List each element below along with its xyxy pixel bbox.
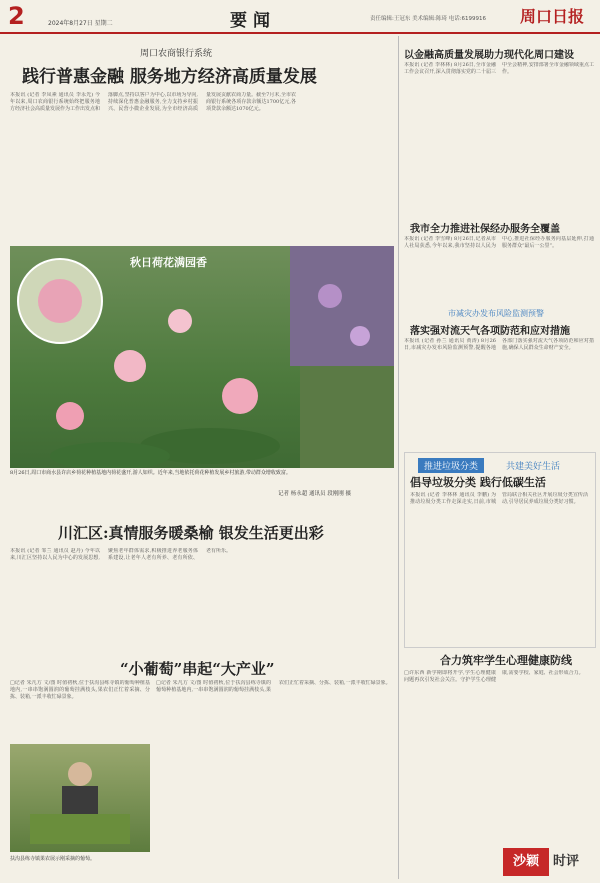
social-security-body: 本报讯 (记者 李雪峰) 8月26日,记者从市人社局获悉,今年以来,我市坚持以人民为中心,推进社保经办服务向基层延伸,打通服务群众“最后一公里”。 <box>404 236 594 249</box>
commentary-corner <box>503 848 593 876</box>
disaster-headline: 落实强对流天气各项防范和应对措施 <box>410 326 570 337</box>
bank-kicker: 周口农商银行系统 <box>140 49 213 59</box>
grape-body-right: □记者 朱凡方 文/图 时值初秋,位于扶沟县练寺镇的葡萄种植基地内,一串串饱满圆润的葡萄挂满枝头,果农们正忙着采摘、分拣、装箱,一派丰收忙碌景象。 <box>156 680 391 693</box>
editor-line: 责任编辑:王冠东 美术编辑:陈琦 电话:6199916 <box>370 16 487 22</box>
bank-body: 本报讯 (记者 李凤素 通讯员 李永光) 今年以来,周口农商银行系统始终把服务地方经济社会高质量发展作为工作出发点和落脚点,坚持以客户为中心,以市场为导向,持续深化普惠金融服务,全力支持乡村振兴、民营小微企业发展,为全市经济高质量发展贡献农商力量。截至7月末,全市农商银行系统各项存款余额达1700亿元,各项贷款余额达1070亿元。 <box>10 92 296 112</box>
grape-caption: 扶沟县练寺镇果农展示刚采摘的葡萄。 <box>10 856 96 862</box>
commentary-label-text: 时评 <box>553 854 580 869</box>
garbage-headline: 倡导垃圾分类 践行低碳生活 <box>410 476 546 489</box>
date-line: 2024年8月27日 星期二 <box>48 20 113 27</box>
mental-health-headline: 合力筑牢学生心理健康防线 <box>440 654 572 667</box>
chuanhui-body: 本报讯 (记者 邹兰 通讯员 赵丹) 今年以来,川汇区坚持以人民为中心的发展思想,聚焦老年群体需求,积极推进养老服务体系建设,让老年人老有所养、老有所依、老有所乐。 <box>10 548 232 561</box>
grape-photo <box>10 744 150 852</box>
newspaper-logo: 周口日报 <box>520 7 585 26</box>
page-number: 2 <box>8 2 25 30</box>
chuanhui-headline: 川汇区:真情服务暖桑榆 银发生活更出彩 <box>58 524 324 542</box>
lotus-illustration <box>10 246 394 468</box>
section-title: 要闻 <box>230 11 276 31</box>
lotus-overlay-title: 秋日荷花满园香 <box>130 256 207 269</box>
page-header <box>0 0 600 34</box>
grape-body-left: □记者 朱凡方 文/图 时值初秋,位于扶沟县练寺镇的葡萄种植基地内,一串串饱满圆润的葡萄挂满枝头,果农们正忙着采摘、分拣、装箱,一派丰收忙碌景象。 <box>10 680 150 700</box>
finance-headline: 以金融高质量发展助力现代化周口建设 <box>404 50 574 61</box>
grape-illustration <box>10 744 150 852</box>
mental-health-body: □许东西 新学期即将开学,学生心理健康问题再次引发社会关注。守护学生心理健康,需要学校、家庭、社会形成合力。 <box>404 670 584 683</box>
lotus-photo <box>10 246 394 468</box>
finance-body: 本报讯 (记者 李林林) 8月26日,全市金融工作会议召开,深入贯彻落实党的二十届三中全会精神,安排部署全市金融领域重点工作。 <box>404 62 594 75</box>
lotus-caption: 8月26日,周口市商水县许店乡荷花种植基地内荷花盛开,游人如织。近年来,当地依托荷花种植发展乡村旅游,带动群众增收致富。 <box>10 470 291 476</box>
column-divider <box>398 36 399 879</box>
garbage-body: 本报讯 (记者 李林林 通讯员 李鹏) 为推动垃圾分类工作走深走实,日前,市城管局联合相关社区开展垃圾分类宣传活动,引导居民养成垃圾分类好习惯。 <box>410 492 588 505</box>
bank-headline: 践行普惠金融 服务地方经济高质量发展 <box>22 67 317 87</box>
garbage-banner-right: 共建美好生活 <box>506 462 561 472</box>
lotus-credit: 记者 杨永超 通讯员 段刚刚 摄 <box>278 491 351 497</box>
garbage-banner-left: 推进垃圾分类 <box>418 458 484 473</box>
disaster-body: 本报讯 (记者 孙兰 通讯员 黄涛) 8月26日,市减灾办发布风险监测预警,提醒各地各部门落实强对流天气各项防范和应对措施,确保人民群众生命财产安全。 <box>404 338 594 351</box>
commentary-label-red: 沙颖 <box>503 848 549 876</box>
disaster-kicker: 市减灾办发布风险监测预警 <box>448 309 544 318</box>
grape-headline: “小葡萄”串起“大产业” <box>120 660 275 678</box>
social-security-headline: 我市全力推进社保经办服务全覆盖 <box>410 224 560 235</box>
